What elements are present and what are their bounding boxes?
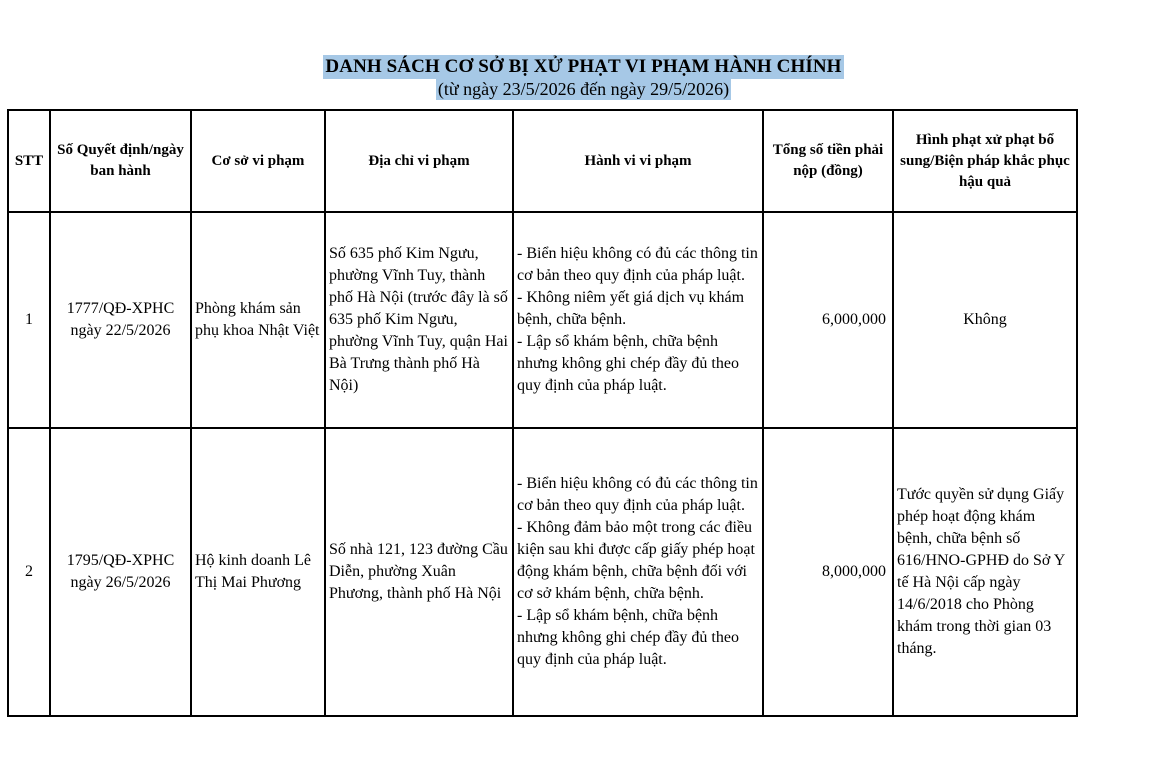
cell-amount: 8,000,000 bbox=[763, 428, 893, 716]
behavior-item: - Không niêm yết giá dịch vụ khám bệnh, chữa bệnh. bbox=[517, 289, 745, 328]
decision-number: 1795/QĐ-XPHC bbox=[66, 552, 175, 569]
cell-facility: Phòng khám sản phụ khoa Nhật Việt bbox=[191, 212, 325, 428]
cell-facility: Hộ kinh doanh Lê Thị Mai Phương bbox=[191, 428, 325, 716]
header-penalty: Hình phạt xử phạt bổ sung/Biện pháp khắc phục hậu quả bbox=[893, 110, 1077, 212]
table-row bbox=[8, 212, 1077, 428]
behavior-item: - Biển hiệu không có đủ các thông tin cơ bản theo quy định của pháp luật. bbox=[517, 475, 758, 514]
cell-decision bbox=[50, 212, 191, 428]
document-title: DANH SÁCH CƠ SỞ BỊ XỬ PHẠT VI PHẠM HÀNH CHÍNH bbox=[325, 56, 842, 77]
header-amount: Tổng số tiền phải nộp (đồng) bbox=[763, 110, 893, 212]
behavior-item: - Lập sổ khám bệnh, chữa bệnh nhưng không ghi chép đầy đủ theo quy định của pháp luật. bbox=[517, 607, 739, 668]
behavior-item: - Không đảm bảo một trong các điều kiện sau khi được cấp giấy phép hoạt động khám bệnh, chữa bệnh đối với cơ sở khám bệnh, chữa bệnh. bbox=[517, 519, 755, 602]
cell-stt: 2 bbox=[8, 428, 50, 716]
document-subtitle: (từ ngày 23/5/2026 đến ngày 29/5/2026) bbox=[437, 79, 730, 99]
cell-address: Số 635 phố Kim Ngưu, phường Vĩnh Tuy, thành phố Hà Nội (trước đây là số 635 phố Kim Ngưu, phường Vĩnh Tuy, quận Hai Bà Trưng thành phố Hà Nội) bbox=[325, 212, 513, 428]
header-stt: STT bbox=[8, 110, 50, 212]
cell-behavior bbox=[513, 212, 763, 428]
cell-address: Số nhà 121, 123 đường Cầu Diễn, phường Xuân Phương, thành phố Hà Nội bbox=[325, 428, 513, 716]
header-facility: Cơ sở vi phạm bbox=[191, 110, 325, 212]
cell-stt: 1 bbox=[8, 212, 50, 428]
decision-date: ngày 26/5/2026 bbox=[70, 574, 171, 591]
cell-penalty: Không bbox=[893, 212, 1077, 428]
table-header-row bbox=[8, 110, 1077, 212]
cell-penalty: Tước quyền sử dụng Giấy phép hoạt động khám bệnh, chữa bệnh số 616/HNO-GPHĐ do Sở Y tế Hà Nội cấp ngày 14/6/2018 cho Phòng khám trong thời gian 03 tháng. bbox=[893, 428, 1077, 716]
header-decision: Số Quyết định/ngày ban hành bbox=[50, 110, 191, 212]
table-row bbox=[8, 428, 1077, 716]
cell-decision bbox=[50, 428, 191, 716]
behavior-item: - Biển hiệu không có đủ các thông tin cơ bản theo quy định của pháp luật. bbox=[517, 245, 758, 284]
cell-behavior bbox=[513, 428, 763, 716]
header-address: Địa chỉ vi phạm bbox=[325, 110, 513, 212]
header-behavior: Hành vi vi phạm bbox=[513, 110, 763, 212]
decision-date: ngày 22/5/2026 bbox=[70, 322, 171, 339]
violations-table bbox=[7, 109, 1078, 717]
behavior-item: - Lập sổ khám bệnh, chữa bệnh nhưng không ghi chép đầy đủ theo quy định của pháp luật. bbox=[517, 333, 739, 394]
decision-number: 1777/QĐ-XPHC bbox=[66, 300, 175, 317]
cell-amount: 6,000,000 bbox=[763, 212, 893, 428]
document-header bbox=[0, 55, 1167, 100]
